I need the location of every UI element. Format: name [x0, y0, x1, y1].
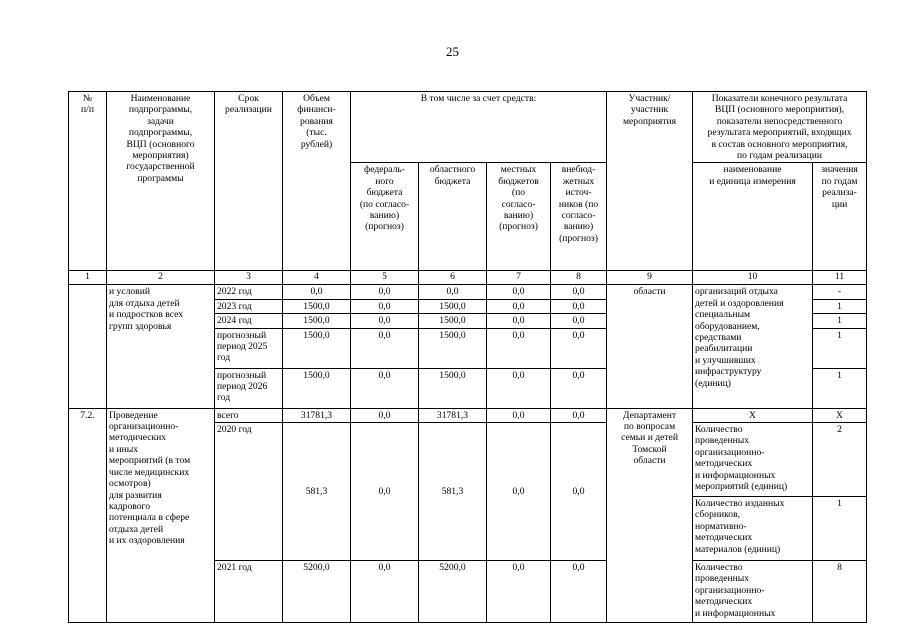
volume-cell: 1500,0 — [283, 299, 351, 313]
indicator-name-cell: Количество проведенных организационно- методических и информационных — [693, 561, 813, 623]
local-cell: 0,0 — [487, 328, 551, 368]
volume-cell: 1500,0 — [283, 328, 351, 368]
regional-cell: 581,3 — [419, 423, 487, 561]
extra-cell: 0,0 — [551, 314, 607, 328]
regional-cell: 1500,0 — [419, 368, 487, 408]
indicator-name-cell: Количество проведенных организационно- методических и информационных мероприятий (единиц) — [693, 423, 813, 497]
local-cell: 0,0 — [487, 368, 551, 408]
volume-cell: 1500,0 — [283, 368, 351, 408]
header-indicator-name: наименование и единица измерения — [693, 163, 813, 271]
value-cell: 1 — [813, 368, 867, 408]
value-cell: 1 — [813, 497, 867, 561]
header-federal: федераль- ного бюджета (по согласо- ванию) (прогноз) — [351, 163, 419, 271]
term-cell: прогнозный период 2025 год — [215, 328, 283, 368]
col-number: 11 — [813, 271, 867, 285]
federal-cell: 0,0 — [351, 423, 419, 561]
block2-participant: Департамент по вопросам семьи и детей Томской области — [607, 408, 693, 622]
block2-num: 7.2. — [69, 408, 107, 622]
col-number: 1 — [69, 271, 107, 285]
col-number: 7 — [487, 271, 551, 285]
header-regional: областного бюджета — [419, 163, 487, 271]
block2-name: Проведение организационно- методических и иных мероприятий (в том числе медицинских осмотров) для развития кадрового потенциала в сфере отдыха детей и их оздоровления — [107, 408, 215, 622]
federal-cell: 0,0 — [351, 561, 419, 623]
column-numbers-row — [69, 271, 867, 285]
page-number: 25 — [446, 44, 459, 59]
federal-cell: 0,0 — [351, 299, 419, 313]
col-number: 8 — [551, 271, 607, 285]
regional-cell: 31781,3 — [419, 408, 487, 422]
col-number: 2 — [107, 271, 215, 285]
col-number: 3 — [215, 271, 283, 285]
volume-cell: 31781,3 — [283, 408, 351, 422]
extra-cell: 0,0 — [551, 408, 607, 422]
extra-cell: 0,0 — [551, 368, 607, 408]
indicator-name-cell: Х — [693, 408, 813, 422]
header-indicators-group: Показатели конечного результата ВЦП (основного мероприятия), показатели непосредственного результата мероприятий, входящих в состав основного мероприятия, по годам реализации — [693, 92, 867, 163]
federal-cell: 0,0 — [351, 285, 419, 299]
value-cell: 1 — [813, 299, 867, 313]
extra-cell: 0,0 — [551, 423, 607, 561]
regional-cell: 0,0 — [419, 285, 487, 299]
local-cell: 0,0 — [487, 299, 551, 313]
local-cell: 0,0 — [487, 561, 551, 623]
regional-cell: 1500,0 — [419, 328, 487, 368]
value-cell: 8 — [813, 561, 867, 623]
header-num: № п/п — [69, 92, 107, 271]
volume-cell: 1500,0 — [283, 314, 351, 328]
value-cell: 1 — [813, 328, 867, 368]
block1-name: и условий для отдыха детей и подростков всех групп здоровья — [107, 285, 215, 408]
block1-num — [69, 285, 107, 408]
block1-participant: области — [607, 285, 693, 408]
federal-cell: 0,0 — [351, 328, 419, 368]
local-cell: 0,0 — [487, 423, 551, 561]
header-name: Наименование подпрограммы, задачи подпрограммы, ВЦП (основного мероприятия) государственной программы — [107, 92, 215, 271]
federal-cell: 0,0 — [351, 368, 419, 408]
extra-cell: 0,0 — [551, 299, 607, 313]
regional-cell: 1500,0 — [419, 314, 487, 328]
extra-cell: 0,0 — [551, 561, 607, 623]
extra-cell: 0,0 — [551, 285, 607, 299]
value-cell: 2 — [813, 423, 867, 497]
extra-cell: 0,0 — [551, 328, 607, 368]
value-cell: Х — [813, 408, 867, 422]
col-number: 10 — [693, 271, 813, 285]
local-cell: 0,0 — [487, 314, 551, 328]
term-cell: 2024 год — [215, 314, 283, 328]
program-table — [68, 91, 867, 623]
block1-indicator: организаций отдыха детей и оздоровления специальным оборудованием, средствами реабилитации и улучшивших инфраструктуру (единиц) — [693, 285, 813, 408]
local-cell: 0,0 — [487, 285, 551, 299]
col-number: 9 — [607, 271, 693, 285]
col-number: 5 — [351, 271, 419, 285]
term-cell: 2020 год — [215, 423, 283, 561]
local-cell: 0,0 — [487, 408, 551, 422]
table-row — [69, 408, 867, 422]
header-volume: Объем финанси- рования (тыс. рублей) — [283, 92, 351, 271]
term-cell: всего — [215, 408, 283, 422]
header-local: местных бюджетов (по согласо- ванию) (прогноз) — [487, 163, 551, 271]
regional-cell: 5200,0 — [419, 561, 487, 623]
header-indicator-values: значения по годам реализа- ции — [813, 163, 867, 271]
term-cell: 2023 год — [215, 299, 283, 313]
header-sources-group: В том числе за счет средств: — [351, 92, 607, 163]
table-row — [69, 285, 867, 299]
term-cell: 2021 год — [215, 561, 283, 623]
term-cell: 2022 год — [215, 285, 283, 299]
header-row-1 — [69, 92, 867, 163]
volume-cell: 5200,0 — [283, 561, 351, 623]
header-participant: Участник/ участник мероприятия — [607, 92, 693, 271]
federal-cell: 0,0 — [351, 314, 419, 328]
header-term: Срок реализации — [215, 92, 283, 271]
header-extra: внебюд- жетных источ- ников (по согласо- ванию) (прогноз) — [551, 163, 607, 271]
value-cell: - — [813, 285, 867, 299]
federal-cell: 0,0 — [351, 408, 419, 422]
term-cell: прогнозный период 2026 год — [215, 368, 283, 408]
value-cell: 1 — [813, 314, 867, 328]
regional-cell: 1500,0 — [419, 299, 487, 313]
volume-cell: 581,3 — [283, 423, 351, 561]
volume-cell: 0,0 — [283, 285, 351, 299]
col-number: 6 — [419, 271, 487, 285]
col-number: 4 — [283, 271, 351, 285]
indicator-name-cell: Количество изданных сборников, нормативно- методических материалов (единиц) — [693, 497, 813, 561]
